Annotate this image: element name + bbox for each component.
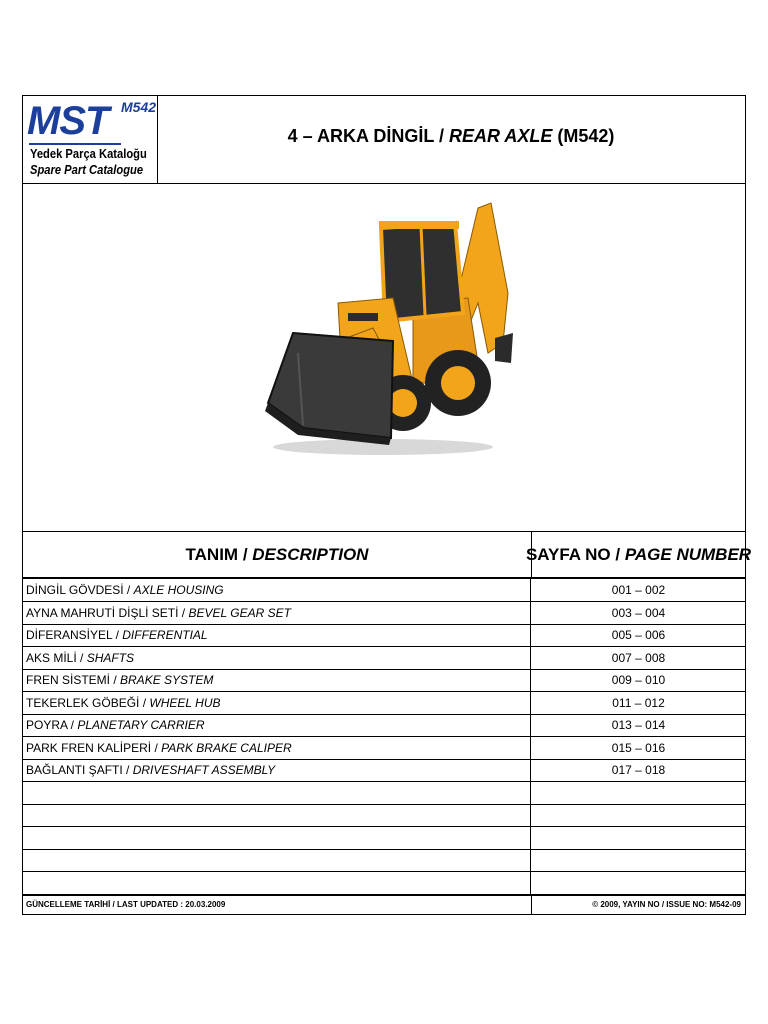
- row-description: [23, 579, 531, 601]
- backhoe-loader-image: [263, 193, 513, 463]
- row-description-tr: TEKERLEK GÖBEĞİ /: [26, 696, 150, 710]
- row-description-tr: POYRA /: [26, 718, 78, 732]
- column-header-description-en: DESCRIPTION: [252, 544, 369, 564]
- column-header-page-en: PAGE NUMBER: [624, 544, 752, 564]
- table-row[interactable]: [23, 624, 745, 647]
- row-description-tr: FREN SİSTEMİ /: [26, 673, 121, 687]
- logo-brand: MST: [27, 99, 109, 143]
- page-title-model: (M542): [552, 126, 615, 146]
- row-description: [23, 692, 531, 714]
- row-description: [23, 602, 531, 624]
- row-description-en: DIFFERENTIAL: [122, 628, 208, 642]
- row-page-number: [532, 872, 745, 894]
- row-description: [23, 759, 531, 781]
- row-description: [23, 849, 531, 871]
- row-description-tr: AYNA MAHRUTİ DİŞLİ SETİ /: [26, 606, 189, 620]
- table-row[interactable]: [23, 579, 745, 602]
- issue-number: © 2009, YAYIN NO / ISSUE NO: M542-09: [592, 900, 741, 909]
- row-description: [23, 714, 531, 736]
- table-row[interactable]: [23, 737, 745, 760]
- row-description: [23, 782, 531, 804]
- last-updated: GÜNCELLEME TARİHİ / LAST UPDATED : 20.03.2009: [26, 900, 226, 909]
- row-description-en: PLANETARY CARRIER: [77, 718, 205, 732]
- row-page-number: [532, 782, 745, 804]
- row-page-number: 001 – 002: [611, 583, 666, 597]
- row-description-tr: DİNGİL GÖVDESİ /: [26, 583, 134, 597]
- row-description-en: WHEEL HUB: [149, 696, 221, 710]
- table-row[interactable]: [23, 647, 745, 670]
- page-footer: [23, 895, 745, 914]
- row-description-en: PARK BRAKE CALIPER: [161, 741, 292, 755]
- row-description-en: SHAFTS: [86, 651, 135, 665]
- column-header-page-tr: SAYFA NO /: [525, 544, 621, 564]
- column-header-description: [23, 532, 532, 579]
- table-row[interactable]: [23, 782, 745, 805]
- table-row[interactable]: [23, 669, 745, 692]
- page-header: [23, 96, 745, 184]
- row-description-en: BEVEL GEAR SET: [188, 606, 291, 620]
- table-row[interactable]: [23, 872, 745, 896]
- table-row[interactable]: [23, 759, 745, 782]
- row-description-en: AXLE HOUSING: [133, 583, 224, 597]
- row-page-number: [532, 849, 745, 871]
- row-description: [23, 804, 531, 826]
- page-title: [157, 126, 745, 147]
- row-page-number: [532, 827, 745, 849]
- logo-model: M542: [121, 99, 157, 115]
- logo-underline: [29, 143, 121, 145]
- catalogue-page: [22, 95, 752, 915]
- row-description-tr: DİFERANSİYEL /: [26, 628, 123, 642]
- row-description: [23, 827, 531, 849]
- row-description-tr: AKS MİLİ /: [26, 651, 87, 665]
- row-description-tr: BAĞLANTI ŞAFTI /: [26, 763, 133, 777]
- catalogue-title-tr: Yedek Parça Kataloğu: [30, 146, 147, 161]
- row-page-number: [532, 804, 745, 826]
- footer-divider: [531, 895, 532, 914]
- column-header-page-number: [525, 532, 752, 579]
- table-row[interactable]: [23, 827, 745, 850]
- machine-image: [23, 183, 745, 532]
- row-page-number: 005 – 006: [611, 628, 666, 642]
- row-description-en: DRIVESHAFT ASSEMBLY: [132, 763, 276, 777]
- row-page-number: 017 – 018: [611, 763, 666, 777]
- table-row[interactable]: [23, 804, 745, 827]
- row-page-number: 003 – 004: [611, 606, 666, 620]
- column-header-description-tr: TANIM /: [185, 544, 248, 564]
- row-description: [23, 737, 531, 759]
- catalogue-title-en: Spare Part Catalogue: [30, 162, 144, 177]
- table-row[interactable]: [23, 692, 745, 715]
- table-row[interactable]: [23, 602, 745, 625]
- table-row[interactable]: [23, 849, 745, 872]
- row-description: [23, 647, 531, 669]
- row-page-number: 015 – 016: [611, 741, 666, 755]
- row-description: [23, 624, 531, 646]
- row-page-number: 009 – 010: [611, 673, 666, 687]
- brand-logo: [23, 96, 158, 183]
- table-row[interactable]: [23, 714, 745, 737]
- page-title-tr: 4 – ARKA DİNGİL /: [287, 126, 449, 146]
- row-page-number: 011 – 012: [612, 696, 665, 710]
- row-description-en: BRAKE SYSTEM: [120, 673, 214, 687]
- row-description-tr: PARK FREN KALİPERİ /: [26, 741, 162, 755]
- row-description: [23, 669, 531, 691]
- row-page-number: 007 – 008: [611, 651, 666, 665]
- page-title-en: REAR AXLE: [449, 126, 553, 146]
- row-page-number: 013 – 014: [611, 718, 666, 732]
- row-description: [23, 872, 531, 894]
